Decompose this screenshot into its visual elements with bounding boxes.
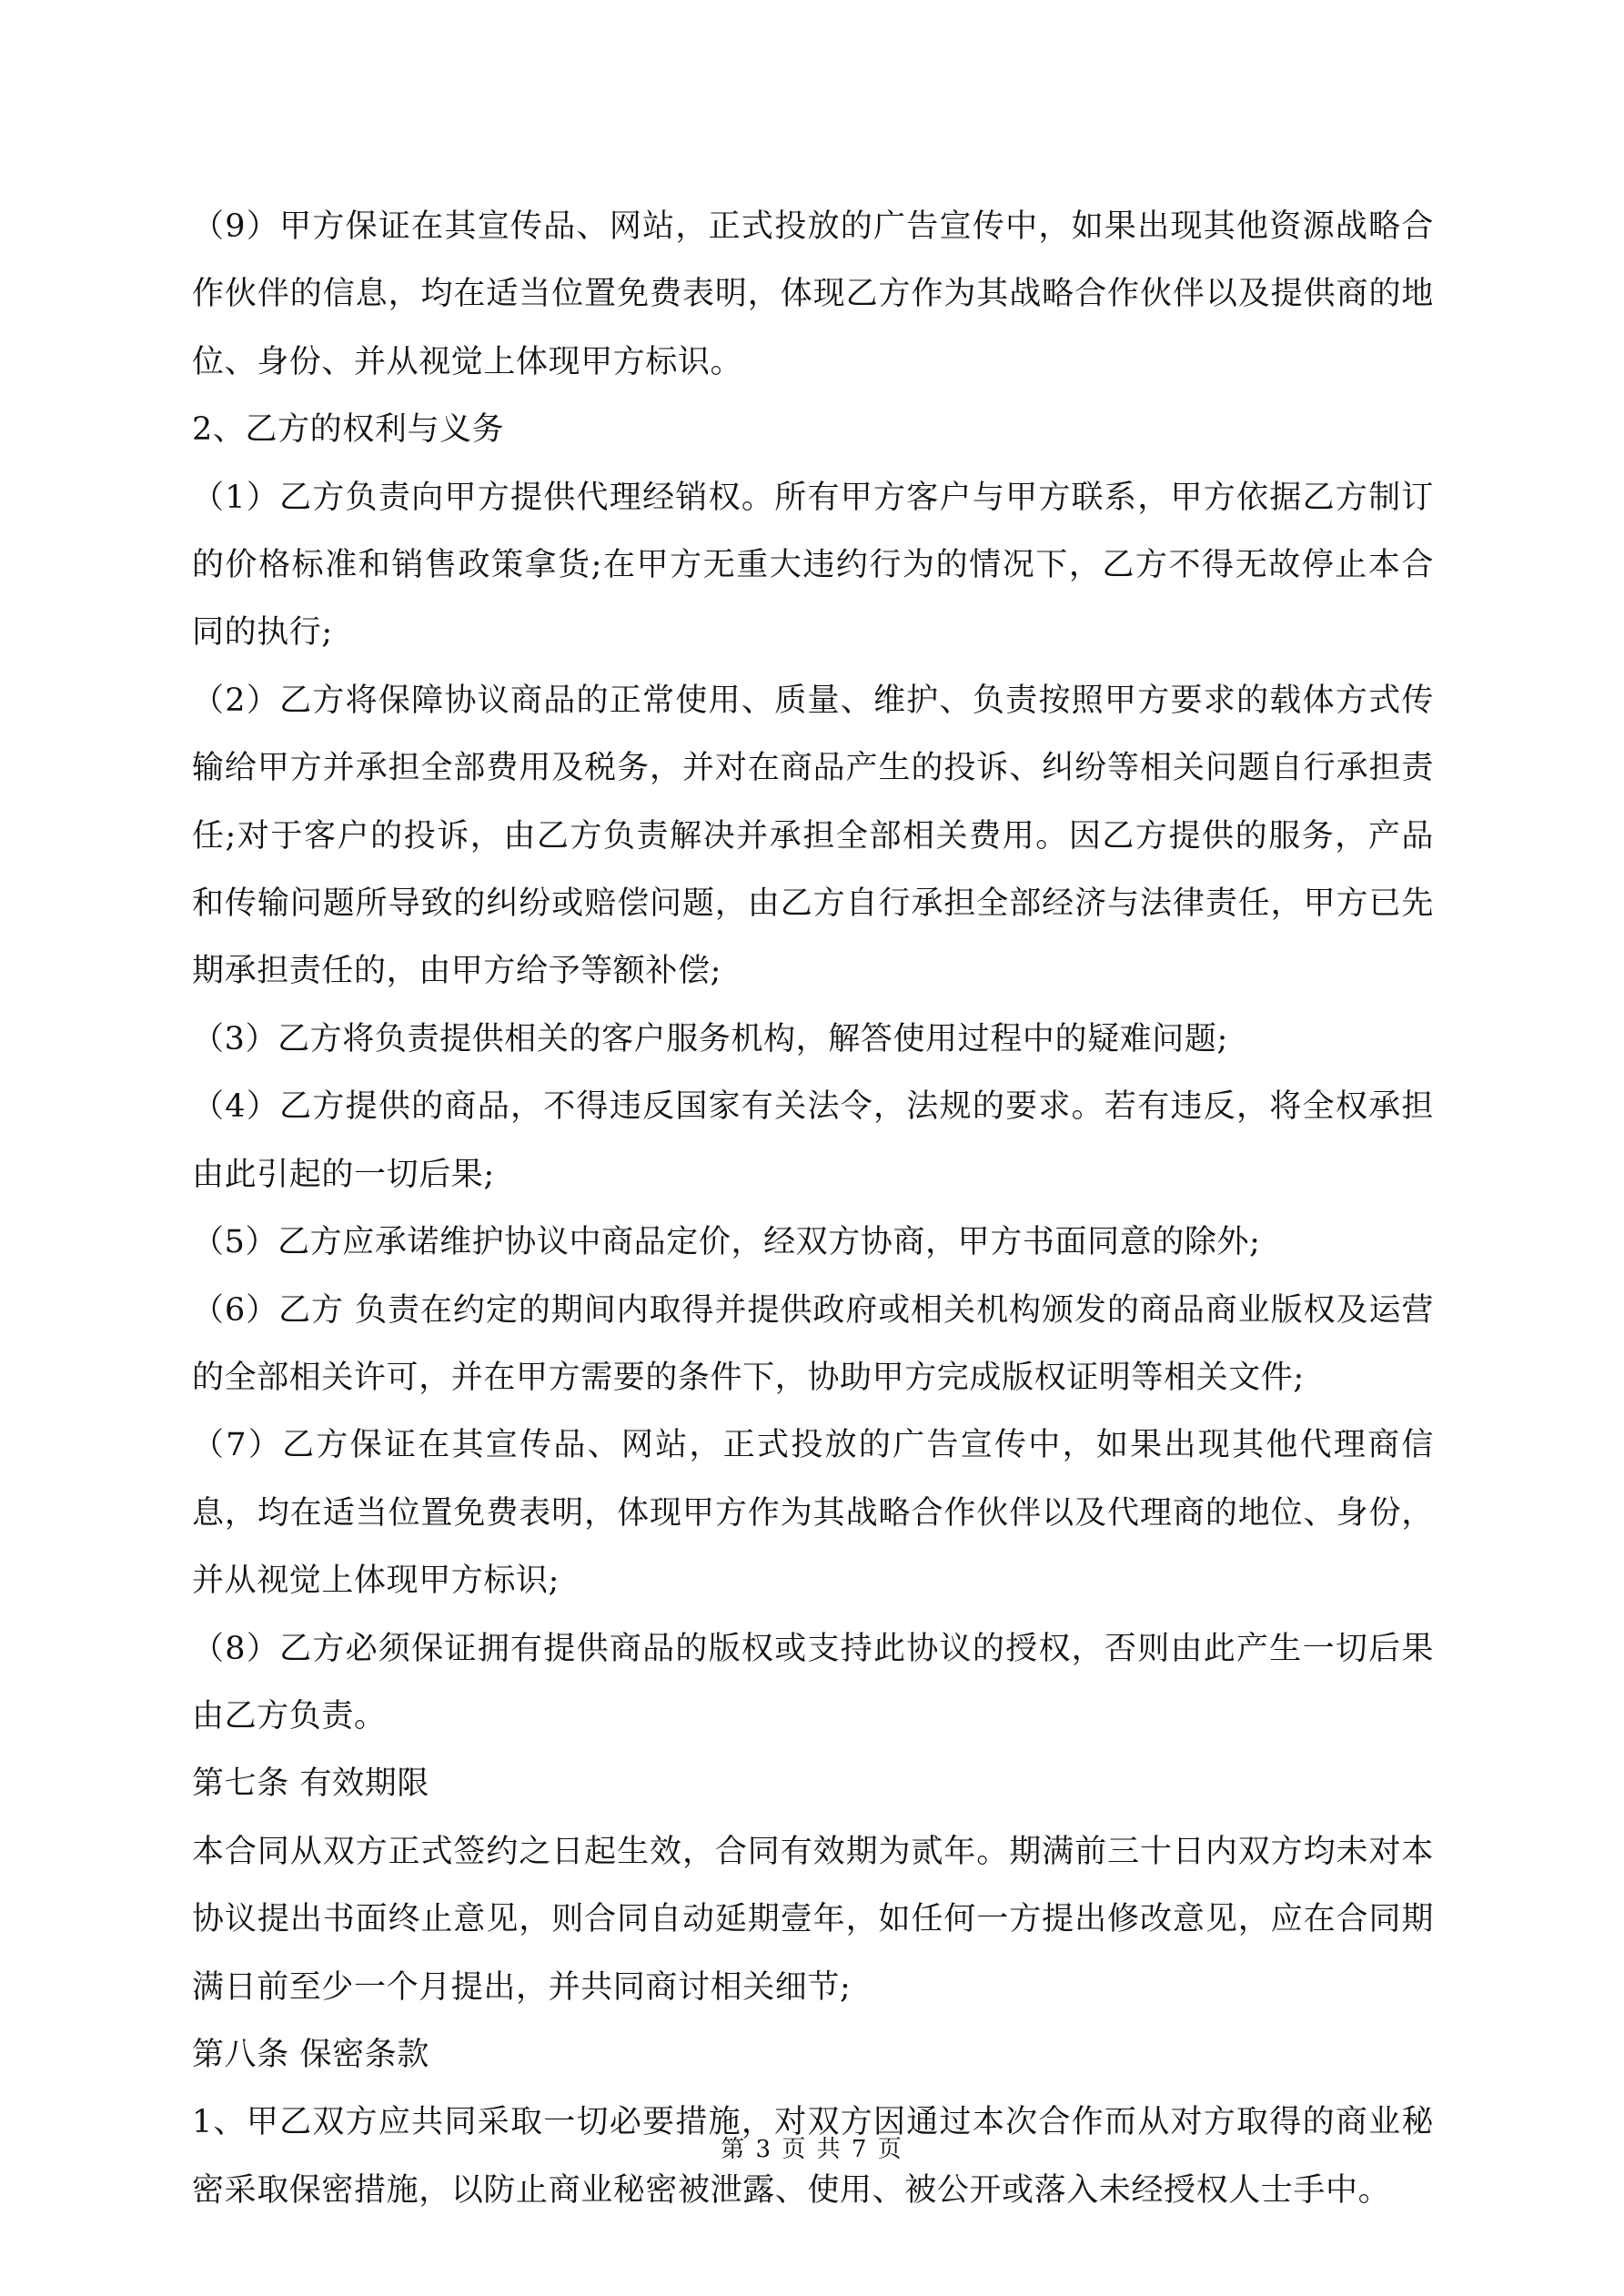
article-7-heading: 第七条 有效期限 [192, 1765, 429, 1803]
clause-b7-publicity: （7）乙方保证在其宣传品、网站，正式投放的广告宣传中，如果出现其他代理商信息，均在适当位置免费表明，体现甲方作为其战略合作伙伴以及代理商的地位、身份，并从视觉上体现甲方标识; [192, 1427, 1434, 1600]
clause-b4-legal-compliance: （4）乙方提供的商品，不得违反国家有关法令，法规的要求。若有违反，将全权承担由此引起的一切后果; [192, 1088, 1434, 1193]
clause-b1-distribution-right: （1）乙方负责向甲方提供代理经销权。所有甲方客户与甲方联系，甲方依据乙方制订的价格标准和销售政策拿货;在甲方无重大违约行为的情况下，乙方不得无故停止本合同的执行; [192, 479, 1434, 652]
section-heading-party-b-rights: 2、乙方的权利与义务 [192, 411, 505, 449]
clause-b8-copyright: （8）乙方必须保证拥有提供商品的版权或支持此协议的授权，否则由此产生一切后果由乙方负责。 [192, 1630, 1434, 1735]
article-8-heading: 第八条 保密条款 [192, 2036, 429, 2073]
clause-9-publicity: （9）甲方保证在其宣传品、网站，正式投放的广告宣传中，如果出现其他资源战略合作伙伴的信息，均在适当位置免费表明，体现乙方作为其战略合作伙伴以及提供商的地位、身份、并从视觉上体现甲方标识。 [192, 208, 1434, 380]
article-8-clause-1: 1、甲乙双方应共同采取一切必要措施，对双方因通过本次合作而从对方取得的商业秘密采取保密措施，以防止商业秘密被泄露、使用、被公开或落入未经授权人士手中。 [192, 2104, 1434, 2209]
page-number-footer: 第 3 页 共 7 页 [721, 2136, 903, 2163]
article-7-body: 本合同从双方正式签约之日起生效，合同有效期为贰年。期满前三十日内双方均未对本协议提出书面终止意见，则合同自动延期壹年，如任何一方提出修改意见，应在合同期满日前至少一个月提出，并共同商讨相关细节; [192, 1833, 1434, 2006]
clause-b3-customer-service: （3）乙方将负责提供相关的客户服务机构，解答使用过程中的疑难问题; [192, 1020, 1228, 1057]
clause-b2-quality-assurance: （2）乙方将保障协议商品的正常使用、质量、维护、负责按照甲方要求的载体方式传输给甲方并承担全部费用及税务，并对在商品产生的投诉、纠纷等相关问题自行承担责任;对于客户的投诉，由乙方负责解决并承担全部相关费用。因乙方提供的服务，产品和传输问题所导致的纠纷或赔偿问题，由乙方自行承担全部经济与法律责任，甲方已先期承担责任的，由甲方给予等额补偿; [192, 682, 1434, 990]
clause-b6-licensing: （6）乙方 负责在约定的期间内取得并提供政府或相关机构颁发的商品商业版权及运营的全部相关许可，并在甲方需要的条件下，协助甲方完成版权证明等相关文件; [192, 1291, 1434, 1396]
clause-b5-pricing: （5）乙方应承诺维护协议中商品定价，经双方协商，甲方书面同意的除外; [192, 1224, 1261, 1261]
document-body [192, 193, 1434, 2224]
